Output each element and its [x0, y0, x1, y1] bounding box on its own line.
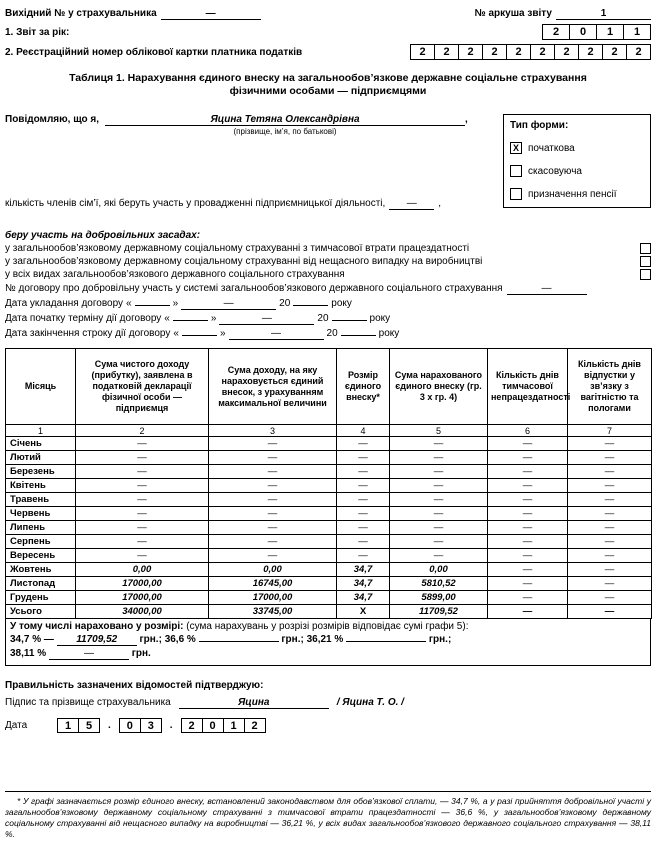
amount-36-21-field[interactable]	[346, 641, 426, 642]
form-type-box	[503, 114, 651, 208]
quote-close: »	[172, 298, 179, 309]
declaration-prefix: Повідомляю, що я,	[5, 114, 100, 125]
date-month-cells	[119, 718, 162, 733]
month-label: Серпень	[6, 535, 76, 549]
declaration-comma: ,	[465, 114, 468, 125]
value-cell[interactable]: 5899,00	[390, 591, 488, 605]
voluntary-checkbox-accident[interactable]	[640, 256, 651, 267]
voluntary-option-label: у загальнообов’язковому державному соціальному страхуванні з тимчасової втрати працездатності	[5, 243, 470, 254]
confirmation-heading: Правильність зазначених відомостей підтверджую:	[5, 680, 264, 691]
column-number: 7	[568, 425, 652, 437]
month-row	[6, 479, 652, 493]
contract-number-label: № договору про добровільну участь у системі загальнообов’язкового державного соціального страхування	[5, 283, 503, 294]
voluntary-checkbox-disability[interactable]	[640, 243, 651, 254]
amount-36-6-field[interactable]	[199, 641, 279, 642]
rate-34-7-label: 34,7 % —	[10, 634, 54, 645]
digit-cell[interactable]: 2	[181, 718, 203, 733]
report-year-row	[5, 24, 651, 40]
value-cell[interactable]: —	[76, 535, 209, 549]
value-cell[interactable]: —	[488, 479, 568, 493]
contract-date-end-row	[5, 328, 651, 340]
value-cell[interactable]: 0,00	[76, 563, 209, 577]
value-cell[interactable]: —	[488, 465, 568, 479]
digit-cell[interactable]: 3	[140, 718, 162, 733]
col-header-declared-income: Сума чистого доходу (прибутку), заявлена в податковій декларації фізичної особи — підприємця	[76, 349, 209, 425]
contract-year-field[interactable]	[341, 335, 376, 336]
value-cell[interactable]: 34,7	[337, 563, 390, 577]
contract-year-field[interactable]	[332, 320, 367, 321]
amount-34-7-field[interactable]: 11709,52	[57, 634, 137, 646]
digit-cell[interactable]: 2	[244, 718, 266, 733]
contract-year-field[interactable]	[293, 305, 328, 306]
month-row	[6, 507, 652, 521]
breakdown-line-2	[10, 648, 646, 660]
month-row	[6, 521, 652, 535]
quote-close: »	[210, 313, 217, 324]
value-cell[interactable]: 33745,00	[209, 605, 337, 619]
value-cell[interactable]: —	[390, 465, 488, 479]
contract-number-field[interactable]: —	[507, 283, 587, 295]
form-type-option-label: призначення пенсії	[528, 188, 617, 200]
value-cell[interactable]: X	[337, 605, 390, 619]
digit-cell[interactable]: 5	[78, 718, 100, 733]
month-label: Червень	[6, 507, 76, 521]
value-cell[interactable]: —	[76, 493, 209, 507]
contract-month-field[interactable]: —	[229, 328, 324, 340]
currency-label: грн.	[131, 648, 151, 659]
value-cell[interactable]: 5810,52	[390, 577, 488, 591]
date-separator: .	[108, 720, 111, 731]
date-label: Дата укладання договору	[5, 298, 124, 309]
value-cell[interactable]: 16745,00	[209, 577, 337, 591]
quote-open: «	[164, 313, 170, 324]
digit-cell[interactable]: 2	[482, 44, 507, 60]
quote-open: «	[173, 328, 179, 339]
voluntary-option-label: у всіх видах загальнообов’язкового державного соціального страхування	[5, 269, 345, 280]
col-header-rate: Розмір єдиного внеску*	[337, 349, 390, 425]
value-cell[interactable]: —	[337, 549, 390, 563]
checkbox-pension[interactable]	[510, 188, 522, 200]
top-row	[5, 8, 651, 20]
quote-open: «	[126, 298, 132, 309]
value-cell[interactable]: —	[337, 507, 390, 521]
table-header-row	[6, 349, 652, 425]
currency-label: грн.;	[281, 634, 304, 645]
rate-36-21-label: 36,21 %	[306, 634, 344, 645]
month-row	[6, 549, 652, 563]
value-cell[interactable]: —	[568, 549, 652, 563]
currency-label: грн.;	[139, 634, 162, 645]
year-suffix: року	[331, 298, 352, 309]
month-row	[6, 465, 652, 479]
value-cell[interactable]: 17000,00	[209, 591, 337, 605]
value-cell[interactable]: —	[209, 507, 337, 521]
digit-cell[interactable]: 2	[506, 44, 531, 60]
value-cell[interactable]: 34,7	[337, 591, 390, 605]
contract-month-field[interactable]: —	[219, 313, 314, 325]
year-prefix: 20	[326, 328, 338, 339]
value-cell[interactable]: —	[390, 493, 488, 507]
digit-cell[interactable]: 1	[623, 24, 651, 40]
month-label: Квітень	[6, 479, 76, 493]
quote-close: »	[219, 328, 226, 339]
month-label: Вересень	[6, 549, 76, 563]
contract-number-row	[5, 283, 651, 295]
value-cell[interactable]: —	[488, 437, 568, 451]
month-label: Усього	[6, 605, 76, 619]
value-cell[interactable]: —	[390, 437, 488, 451]
year-suffix: року	[369, 313, 391, 324]
value-cell[interactable]: 34,7	[337, 577, 390, 591]
month-row	[6, 577, 652, 591]
rate-38-11-label: 38,11 %	[10, 648, 47, 659]
digit-cell[interactable]: 2	[434, 44, 459, 60]
column-number: 5	[390, 425, 488, 437]
value-cell[interactable]: —	[488, 549, 568, 563]
contract-date-signed-row	[5, 298, 651, 310]
value-cell[interactable]: —	[488, 563, 568, 577]
month-row	[6, 535, 652, 549]
column-number: 2	[76, 425, 209, 437]
digit-cell[interactable]: 2	[542, 24, 570, 40]
total-row	[6, 605, 652, 619]
digit-cell[interactable]: 2	[602, 44, 627, 60]
signature-row	[5, 697, 651, 709]
voluntary-option-label: у загальнообов’язковому державному соціальному страхуванні від нещасного випадку на виробництві	[5, 256, 483, 267]
value-cell[interactable]: —	[337, 451, 390, 465]
value-cell[interactable]: —	[337, 479, 390, 493]
month-label: Січень	[6, 437, 76, 451]
col-header-accrued-amount: Сума нарахованого єдиного внеску (гр. 3 х гр. 4)	[390, 349, 488, 425]
month-label: Листопад	[6, 577, 76, 591]
year-prefix: 20	[317, 313, 329, 324]
tax-id-cells	[410, 44, 651, 60]
column-number: 3	[209, 425, 337, 437]
column-number: 4	[337, 425, 390, 437]
digit-cell[interactable]: 2	[578, 44, 603, 60]
family-members-label: кількість членів сім’ї, які беруть участь у провадженні підприємницької діяльності,	[5, 198, 386, 209]
value-cell[interactable]: —	[209, 479, 337, 493]
value-cell[interactable]: —	[337, 465, 390, 479]
value-cell[interactable]: —	[488, 577, 568, 591]
value-cell[interactable]: —	[568, 493, 652, 507]
digit-cell[interactable]: 0	[202, 718, 224, 733]
column-number: 1	[6, 425, 76, 437]
voluntary-checkbox-all-types[interactable]	[640, 269, 651, 280]
month-row	[6, 591, 652, 605]
year-prefix: 20	[279, 298, 291, 309]
value-cell[interactable]: —	[390, 521, 488, 535]
value-cell[interactable]: —	[209, 535, 337, 549]
table-title: Таблиця 1. Нарахування єдиного внеску на загальнообов’язкове державне соціальне страхування фізичними особами — підприємцями	[69, 72, 587, 97]
sheet-number-label: № аркуша звіту	[474, 8, 552, 19]
digit-cell[interactable]: 2	[530, 44, 555, 60]
digit-cell[interactable]: 2	[554, 44, 579, 60]
value-cell[interactable]: 34000,00	[76, 605, 209, 619]
voluntary-option-accident	[5, 256, 651, 267]
value-cell[interactable]: —	[488, 521, 568, 535]
name-hint: (прізвище, ім’я, по батькові)	[233, 127, 337, 136]
family-members-field[interactable]: —	[389, 198, 434, 210]
value-cell[interactable]: —	[568, 451, 652, 465]
value-cell[interactable]: —	[209, 549, 337, 563]
signature-field[interactable]: Яцина	[179, 697, 329, 709]
digit-cell[interactable]: 1	[57, 718, 79, 733]
date-day-cells	[57, 718, 100, 733]
currency-label: грн.;	[428, 634, 452, 645]
value-cell[interactable]: —	[390, 507, 488, 521]
date-label: Дата початку терміну дії договору	[5, 313, 162, 324]
col-header-month: Місяць	[6, 349, 76, 425]
value-cell[interactable]: —	[76, 521, 209, 535]
value-cell[interactable]: —	[337, 493, 390, 507]
col-header-maternity-days: Кількість днів відпустки у зв’язку з вагітністю та пологами	[568, 349, 652, 425]
value-cell[interactable]: —	[337, 437, 390, 451]
outgoing-number-label: Вихідний № у страхувальника	[5, 8, 157, 19]
month-row	[6, 563, 652, 577]
family-comma: ,	[438, 198, 442, 209]
value-cell[interactable]: 0,00	[390, 563, 488, 577]
form-type-option-initial	[510, 142, 644, 154]
column-numbers-row	[6, 425, 652, 437]
value-cell[interactable]: —	[76, 451, 209, 465]
value-cell[interactable]: —	[209, 521, 337, 535]
insured-name-field[interactable]: Яцина Тетяна Олександрівна	[105, 114, 465, 126]
value-cell[interactable]: —	[76, 465, 209, 479]
date-year-cells	[181, 718, 266, 733]
digit-cell[interactable]: 0	[569, 24, 597, 40]
form-type-option-label: скасовуюча	[528, 165, 582, 177]
value-cell[interactable]: 0,00	[209, 563, 337, 577]
column-number: 6	[488, 425, 568, 437]
date-row	[5, 718, 651, 733]
value-cell[interactable]: —	[488, 507, 568, 521]
report-year-cells	[542, 24, 651, 40]
sheet-number-field[interactable]: 1	[556, 8, 651, 20]
value-cell[interactable]: —	[568, 591, 652, 605]
value-cell[interactable]: —	[488, 451, 568, 465]
month-row	[6, 493, 652, 507]
value-cell[interactable]: —	[209, 465, 337, 479]
confirmation-section	[5, 680, 651, 733]
digit-cell[interactable]: 2	[626, 44, 651, 60]
form-type-option-label: початкова	[528, 142, 575, 154]
col-header-disability-days: Кількість днів тимчасової непрацездатності	[488, 349, 568, 425]
voluntary-option-all-types	[5, 269, 651, 280]
value-cell[interactable]: —	[76, 507, 209, 521]
value-cell[interactable]: —	[390, 479, 488, 493]
signature-name: / Яцина Т. О. /	[336, 697, 404, 708]
value-cell[interactable]: —	[76, 549, 209, 563]
value-cell[interactable]: —	[568, 465, 652, 479]
contract-month-field[interactable]: —	[181, 298, 276, 310]
checkbox-cancelling[interactable]	[510, 165, 522, 177]
value-cell[interactable]: —	[390, 535, 488, 549]
value-cell[interactable]: —	[76, 437, 209, 451]
value-cell[interactable]: 11709,52	[390, 605, 488, 619]
value-cell[interactable]: 17000,00	[76, 591, 209, 605]
value-cell[interactable]: —	[390, 451, 488, 465]
digit-cell[interactable]: 2	[458, 44, 483, 60]
value-cell[interactable]: —	[568, 605, 652, 619]
value-cell[interactable]: —	[209, 451, 337, 465]
signature-label: Підпис та прізвище страхувальника	[5, 697, 171, 708]
form-type-option-cancelling	[510, 165, 644, 177]
value-cell[interactable]: —	[76, 479, 209, 493]
date-separator: .	[169, 720, 173, 731]
digit-cell[interactable]: 2	[410, 44, 435, 60]
value-cell[interactable]: 17000,00	[76, 577, 209, 591]
tax-id-label: 2. Реєстраційний номер облікової картки платника податків	[5, 46, 303, 58]
value-cell[interactable]: —	[568, 521, 652, 535]
contract-date-start-row	[5, 313, 651, 325]
voluntary-option-disability	[5, 243, 651, 254]
form-type-label: Тип форми:	[510, 120, 569, 131]
month-label: Лютий	[6, 451, 76, 465]
contract-day-field[interactable]	[173, 320, 208, 321]
month-label: Грудень	[6, 591, 76, 605]
month-label: Жовтень	[6, 563, 76, 577]
report-year-label: 1. Звіт за рік:	[5, 26, 70, 38]
month-label: Травень	[6, 493, 76, 507]
month-label: Березень	[6, 465, 76, 479]
value-cell[interactable]: —	[568, 437, 652, 451]
digit-cell[interactable]: 1	[223, 718, 245, 733]
value-cell[interactable]: —	[209, 493, 337, 507]
breakdown-intro: У тому числі нараховано у розмірі: (сума нарахувань у розрізі розмірів відповідає сумі графи 5):	[10, 621, 469, 632]
outgoing-number-field[interactable]: —	[161, 8, 261, 20]
month-row	[6, 451, 652, 465]
rate-36-6-label: 36,6 %	[164, 634, 196, 645]
value-cell[interactable]: —	[568, 479, 652, 493]
contract-day-field[interactable]	[182, 335, 217, 336]
digit-cell[interactable]: 0	[119, 718, 141, 733]
voluntary-heading: беру участь на добровільних засадах:	[5, 230, 201, 241]
value-cell[interactable]: —	[568, 563, 652, 577]
date-label: Дата закінчення строку дії договору	[5, 328, 171, 339]
value-cell[interactable]: —	[568, 507, 652, 521]
checkbox-initial[interactable]: X	[510, 142, 522, 154]
value-cell[interactable]: —	[488, 535, 568, 549]
date-label: Дата	[5, 720, 28, 731]
tax-id-row	[5, 44, 651, 60]
value-cell[interactable]: —	[568, 577, 652, 591]
breakdown-line-1	[10, 634, 646, 646]
value-cell[interactable]: —	[568, 535, 652, 549]
contract-day-field[interactable]	[135, 305, 170, 306]
col-header-assessed-income: Сума доходу, на яку нараховується єдиний внесок, з урахуванням максимальної величини	[209, 349, 337, 425]
month-row	[6, 437, 652, 451]
contributions-table	[5, 348, 652, 619]
breakdown-section	[5, 619, 651, 666]
form-type-option-pension	[510, 188, 644, 200]
value-cell[interactable]: —	[209, 437, 337, 451]
value-cell[interactable]: —	[337, 521, 390, 535]
value-cell[interactable]: —	[488, 493, 568, 507]
value-cell[interactable]: —	[488, 591, 568, 605]
month-label: Липень	[6, 521, 76, 535]
footnote: * У графі зазначається розмір єдиного внеску, встановлений законодавством для обов’язкової сплати, — 34,7 %, а у разі прийняття добровільної участі у загальнообов’язковому державному соціальному страхуванні з тимчасової втрати працездатності — 36,6 %, у загальнообов’язковому державному соціальному страхуванні від нещасного випадку на виробництві — 36,21 %, у всіх видах загальнообов’язкового державного соціального страхування — 38,11 %.	[5, 791, 651, 840]
digit-cell[interactable]: 1	[596, 24, 624, 40]
value-cell[interactable]: —	[337, 535, 390, 549]
value-cell[interactable]: —	[390, 549, 488, 563]
value-cell[interactable]: —	[488, 605, 568, 619]
year-suffix: року	[378, 328, 400, 339]
amount-38-11-field[interactable]: —	[49, 648, 129, 660]
